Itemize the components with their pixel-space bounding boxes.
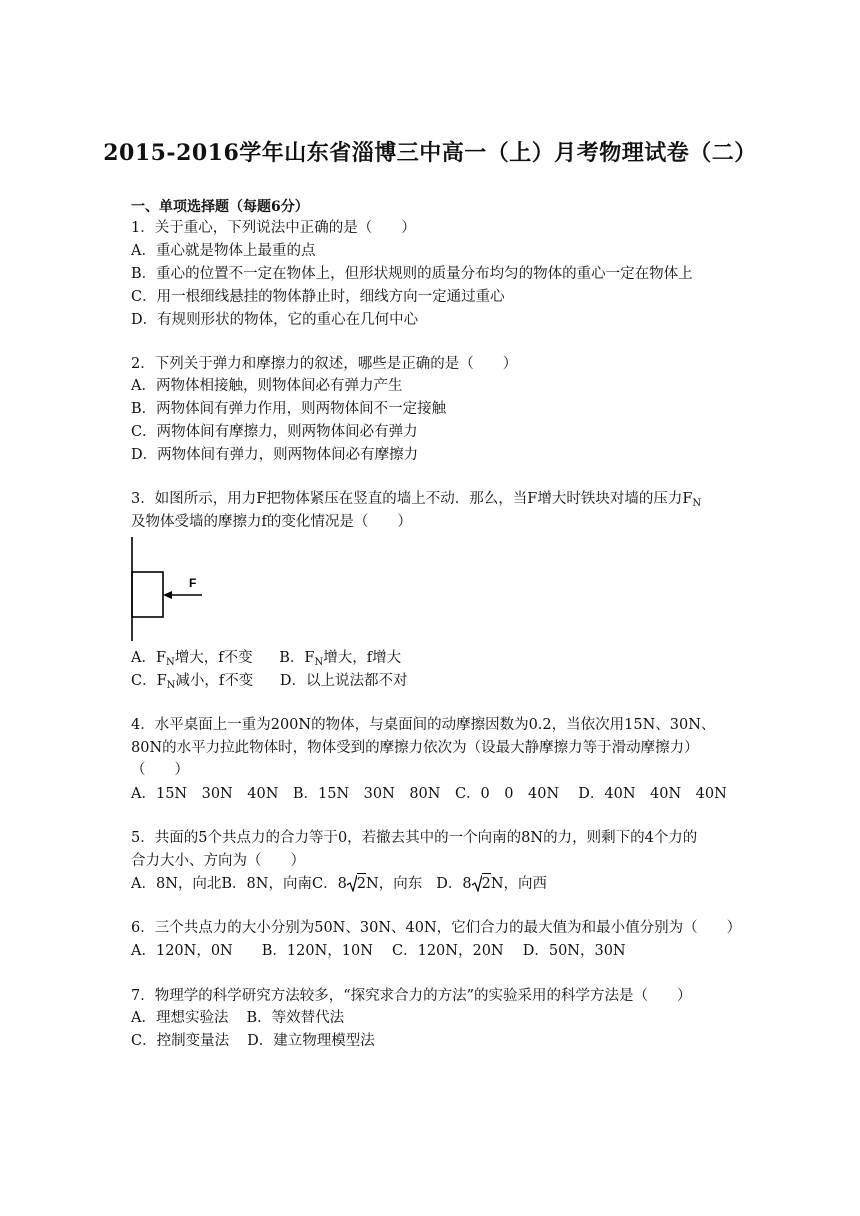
sqrt-radicand: 2 bbox=[357, 873, 366, 894]
q3-options-row2 bbox=[131, 671, 408, 696]
subscript: N bbox=[166, 657, 175, 668]
q7-option-b: B．等效替代法 bbox=[246, 1010, 345, 1026]
q2-option-d: D．两物体间有弹力，则两物体间必有摩擦力 bbox=[131, 447, 419, 463]
q5-option-d bbox=[436, 873, 547, 894]
radical-sign-icon bbox=[347, 874, 357, 892]
q5-option-d-post: N，向西 bbox=[490, 876, 547, 892]
q4-stem-line2: 80N的水平力拉此物体时，物体受到的摩擦力依次为（设最大静摩擦力等于滑动摩擦力） bbox=[131, 740, 699, 756]
force-arrow-head bbox=[163, 591, 172, 599]
q1-option-d: D．有规则形状的物体，它的重心在几何中心 bbox=[131, 312, 419, 328]
q2-option-a: A．两物体相接触，则物体间必有弹力产生 bbox=[131, 378, 403, 394]
q1-option-c: C．用一根细线悬挂的物体静止时，细线方向一定通过重心 bbox=[131, 289, 505, 305]
q3-option-a-pre: A．F bbox=[131, 650, 167, 666]
q3-stem-line2: 及物体受墙的摩擦力f的变化情况是（ ） bbox=[131, 514, 412, 530]
q5-options bbox=[131, 873, 547, 894]
q2-stem: 2．下列关于弹力和摩擦力的叙述，哪些是正确的是（ ） bbox=[131, 356, 518, 372]
sqrt-symbol bbox=[347, 873, 366, 894]
q3-options-row1 bbox=[131, 648, 401, 673]
q7-option-d: D．建立物理模型法 bbox=[247, 1033, 375, 1049]
section-heading: 一、单项选择题（每题6分） bbox=[131, 199, 309, 215]
subscript: N bbox=[166, 680, 176, 691]
q5-option-c bbox=[312, 873, 422, 894]
q6-stem: 6．三个共点力的大小分别为50N、30N、40N，它们合力的最大值为和最小值分别为（ ） bbox=[131, 920, 742, 936]
sqrt-radicand: 2 bbox=[482, 873, 491, 894]
q5-option-a: A．8N，向北 bbox=[131, 876, 222, 892]
q5-stem-line1: 5．共面的5个共点力的合力等于0，若撤去其中的一个向南的8N的力，则剩下的4个力的 bbox=[131, 830, 698, 846]
q7-options-row2 bbox=[131, 1031, 375, 1051]
q3-option-c-post: 减小，f不变 bbox=[175, 673, 254, 689]
q5-option-b: B．8N，向南 bbox=[221, 876, 312, 892]
q7-options-row1 bbox=[131, 1008, 344, 1028]
force-label: F bbox=[189, 576, 197, 590]
q4-options: A．15N 30N 40N B．15N 30N 80N C．0 0 40N D．40N 40N 40N bbox=[131, 786, 727, 802]
q1-stem: 1．关于重心，下列说法中正确的是（ ） bbox=[131, 220, 416, 236]
q5-option-d-pre: D．8 bbox=[436, 876, 472, 892]
wall-block-figure bbox=[125, 537, 215, 643]
subscript: N bbox=[314, 657, 324, 668]
q4-stem-line1: 4．水平桌面上一重为200N的物体，与桌面间的动摩擦因数为0.2，当依次用15N、30N、 bbox=[131, 717, 716, 733]
q3-option-c-pre: C．F bbox=[131, 673, 167, 689]
q7-stem: 7．物理学的科学研究方法较多，“探究求合力的方法”的实验采用的科学方法是（ ） bbox=[131, 988, 692, 1004]
q3-stem-text: 3．如图所示，用力F把物体紧压在竖直的墙上不动．那么，当F增大时铁块对墙的压力F bbox=[131, 491, 693, 507]
q3-option-b-pre: B．F bbox=[279, 650, 315, 666]
q7-option-a: A．理想实验法 bbox=[131, 1010, 229, 1026]
exam-title: 2015-2016学年山东省淄博三中高一（上）月考物理试卷（二） bbox=[103, 140, 757, 166]
q3-option-b-post: 增大，f增大 bbox=[323, 650, 402, 666]
q3-option-b bbox=[279, 648, 401, 673]
subscript: N bbox=[692, 498, 702, 509]
q5-option-c-post: N，向东 bbox=[366, 876, 423, 892]
q7-option-c: C．控制变量法 bbox=[131, 1033, 230, 1049]
q1-option-a: A．重心就是物体上最重的点 bbox=[131, 243, 316, 259]
q3-stem-line1 bbox=[131, 489, 701, 514]
q6-options: A．120N，0N B．120N，10N C．120N，20N D．50N，30N bbox=[131, 943, 626, 959]
q3-option-c bbox=[131, 671, 253, 696]
q3-option-d: D．以上说法都不对 bbox=[279, 673, 408, 689]
radical-sign-icon bbox=[472, 874, 482, 892]
q4-stem-line3: （ ） bbox=[131, 762, 189, 778]
q1-option-b: B．重心的位置不一定在物体上，但形状规则的质量分布均匀的物体的重心一定在物体上 bbox=[131, 266, 693, 282]
q3-option-a bbox=[131, 648, 253, 673]
sqrt-symbol bbox=[472, 873, 491, 894]
q5-option-c-pre: C．8 bbox=[311, 876, 347, 892]
q2-option-c: C．两物体间有摩擦力，则两物体间必有弹力 bbox=[131, 424, 418, 440]
q5-stem-line2: 合力大小、方向为（ ） bbox=[131, 853, 305, 869]
q2-option-b: B．两物体间有弹力作用，则两物体间不一定接触 bbox=[131, 401, 447, 417]
block bbox=[132, 572, 163, 617]
q3-option-a-post: 增大，f不变 bbox=[174, 650, 253, 666]
